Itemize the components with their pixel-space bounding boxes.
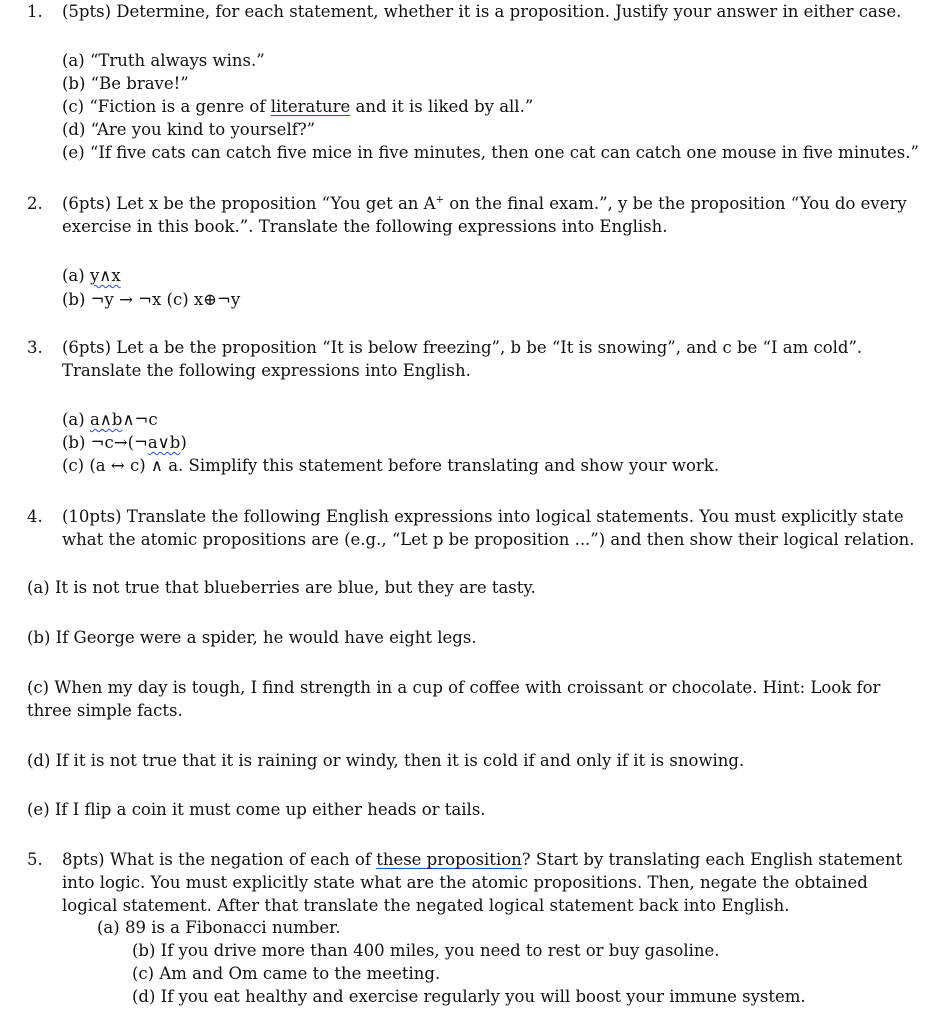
q1-number: 1. bbox=[27, 2, 43, 21]
q5-line-1-pre: 8pts) What is the negation of each of bbox=[62, 850, 377, 869]
q5-item-b: (b) If you drive more than 400 miles, you need to rest or buy gasoline. bbox=[132, 941, 720, 960]
q3-item-a-post: ∧¬c bbox=[122, 410, 158, 429]
q3-line-1: (6pts) Let a be the proposition “It is below freezing”, b be “It is snowing”, and c be “I am cold”. bbox=[62, 338, 863, 357]
q4-item-c-line-1: (c) When my day is tough, I find strength in a cup of coffee with croissant or chocolate. Hint: Look for bbox=[27, 678, 881, 697]
q3-item-b-post: ) bbox=[180, 433, 187, 452]
q2-number: 2. bbox=[27, 194, 43, 213]
q1-item-c bbox=[62, 97, 533, 117]
q5-line-3: logical statement. After that translate the negated logical statement back into English. bbox=[62, 896, 790, 915]
q1-item-a: (a) “Truth always wins.” bbox=[62, 51, 265, 70]
q5-number: 5. bbox=[27, 850, 43, 869]
q5-item-d: (d) If you eat healthy and exercise regularly you will boost your immune system. bbox=[132, 987, 806, 1006]
q3-item-a-expr[interactable]: a∧b bbox=[89, 410, 123, 429]
q4-line-1: (10pts) Translate the following English expressions into logical statements. You must explicitly state bbox=[62, 507, 904, 526]
q1-item-c-pre: (c) “Fiction is a genre of bbox=[62, 97, 271, 116]
q1-item-c-spellcheck[interactable]: literature bbox=[270, 97, 351, 116]
q5-item-a: (a) 89 is a Fibonacci number. bbox=[97, 918, 341, 937]
q4-item-e: (e) If I flip a coin it must come up either heads or tails. bbox=[27, 800, 486, 819]
q1-item-d: (d) “Are you kind to yourself?” bbox=[62, 120, 316, 139]
q4-line-2: what the atomic propositions are (e.g., “Let p be proposition ...”) and then show their logical relation. bbox=[62, 530, 915, 549]
q2-superscript: + bbox=[435, 194, 444, 206]
q5-line-1-post: ? Start by translating each English statement bbox=[521, 850, 903, 869]
q3-item-b-pre: (b) ¬c→(¬ bbox=[62, 433, 148, 452]
q3-line-2: Translate the following expressions into English. bbox=[62, 361, 471, 380]
q5-item-c: (c) Am and Om came to the meeting. bbox=[132, 964, 441, 983]
q1-item-c-post: and it is liked by all.” bbox=[350, 97, 534, 116]
q4-item-b: (b) If George were a spider, he would have eight legs. bbox=[27, 628, 477, 647]
q2-line-1-post: on the final exam.”, y be the proposition “You do every bbox=[443, 194, 907, 213]
q3-item-a-label: (a) bbox=[62, 410, 90, 429]
q3-item-a bbox=[62, 410, 158, 430]
q5-line-2: into logic. You must explicitly state what are the atomic propositions. Then, negate the obtained bbox=[62, 873, 868, 892]
q2-item-b-c: (b) ¬y → ¬x (c) x⊕¬y bbox=[62, 290, 241, 309]
q2-item-a-expr[interactable]: y∧x bbox=[89, 266, 121, 285]
q4-item-a: (a) It is not true that blueberries are blue, but they are tasty. bbox=[27, 578, 536, 597]
q4-item-d: (d) If it is not true that it is raining or windy, then it is cold if and only if it is snowing. bbox=[27, 751, 745, 770]
q3-item-b-expr[interactable]: a∨b bbox=[147, 433, 181, 452]
q5-line-1-spellcheck[interactable]: these proposition bbox=[376, 850, 522, 869]
q3-number: 3. bbox=[27, 338, 43, 357]
q5-line-1 bbox=[62, 850, 902, 870]
q4-item-c-line-2: three simple facts. bbox=[27, 701, 183, 720]
q1-prompt: (5pts) Determine, for each statement, whether it is a proposition. Justify your answer in either case. bbox=[62, 2, 902, 21]
q1-item-e: (e) “If five cats can catch five mice in five minutes, then one cat can catch one mouse in five minutes.” bbox=[62, 143, 919, 162]
q2-line-1-pre: (6pts) Let x be the proposition “You get an A bbox=[62, 194, 436, 213]
q3-item-c: (c) (a ↔ c) ∧ a. Simplify this statement before translating and show your work. bbox=[62, 456, 720, 475]
q2-line-1 bbox=[62, 194, 907, 214]
q3-item-b bbox=[62, 433, 187, 453]
q2-item-a bbox=[62, 266, 121, 286]
q1-item-b: (b) “Be brave!” bbox=[62, 74, 189, 93]
q2-item-a-label: (a) bbox=[62, 266, 90, 285]
q4-number: 4. bbox=[27, 507, 43, 526]
q2-line-2: exercise in this book.”. Translate the following expressions into English. bbox=[62, 217, 668, 236]
